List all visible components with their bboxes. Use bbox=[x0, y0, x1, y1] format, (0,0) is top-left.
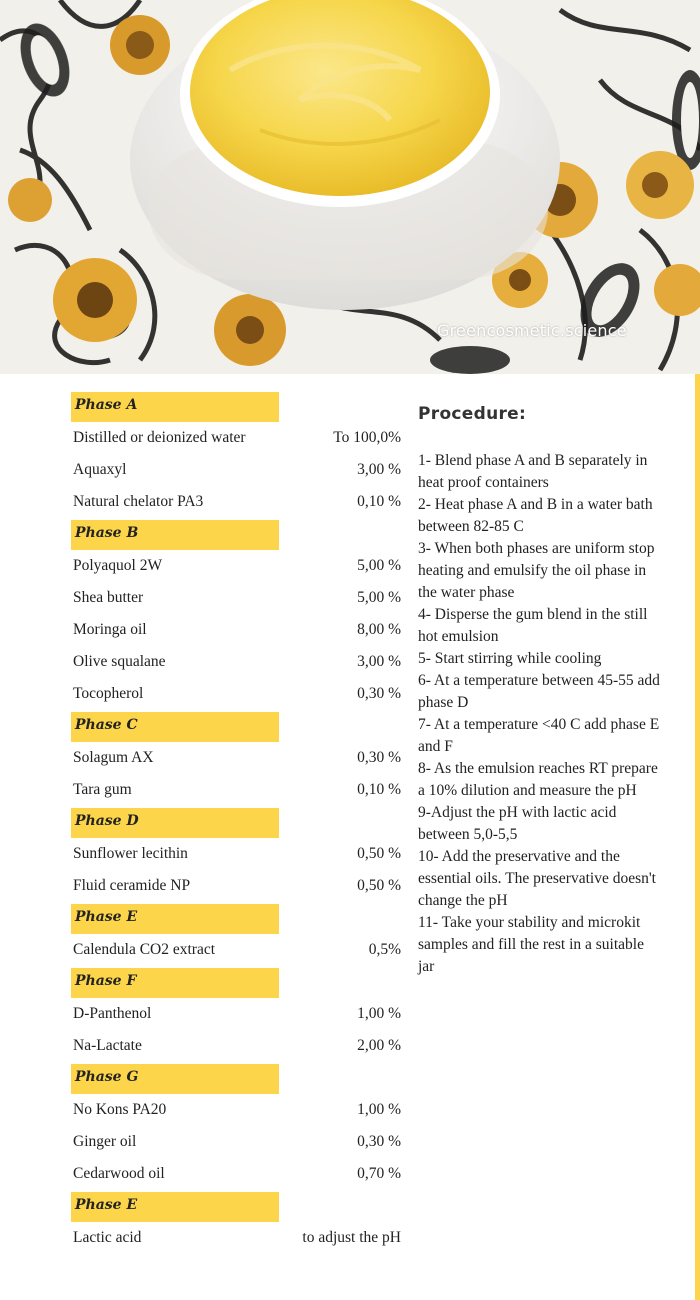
ingredient-amount: 0,70 % bbox=[357, 1165, 401, 1182]
ingredient-name: Moringa oil bbox=[73, 621, 147, 638]
ingredient-name: Tara gum bbox=[73, 781, 132, 798]
ingredient-amount: 0,30 % bbox=[357, 1133, 401, 1150]
ingredient-name: Polyaquol 2W bbox=[73, 557, 163, 574]
ingredient-row bbox=[71, 1128, 401, 1160]
ingredient-row bbox=[71, 584, 401, 616]
accent-edge bbox=[695, 374, 700, 1300]
procedure-section bbox=[418, 404, 663, 978]
ingredient-row bbox=[71, 776, 401, 808]
phase-label: Phase E bbox=[75, 909, 138, 925]
ingredient-name: Calendula CO2 extract bbox=[73, 941, 216, 958]
ingredient-row bbox=[71, 680, 401, 712]
phase-label: Phase D bbox=[75, 813, 139, 829]
ingredient-amount: 0,10 % bbox=[357, 781, 401, 798]
cream-jar-illustration bbox=[0, 0, 700, 374]
phase-label: Phase C bbox=[75, 717, 138, 733]
procedure-step: 10- Add the preservative and the essential oils. The preservative doesn't change the pH bbox=[418, 848, 656, 909]
ingredient-amount: 0,5% bbox=[368, 941, 401, 958]
phase-header bbox=[71, 520, 401, 552]
ingredient-row bbox=[71, 1032, 401, 1064]
product-photo bbox=[0, 0, 700, 374]
ingredient-row bbox=[71, 1160, 401, 1192]
ingredient-row bbox=[71, 424, 401, 456]
ingredient-name: Distilled or deionized water bbox=[73, 429, 246, 446]
ingredient-amount: 0,50 % bbox=[357, 845, 401, 862]
phase-label: Phase F bbox=[75, 973, 137, 989]
ingredient-row bbox=[71, 552, 401, 584]
ingredient-amount: To 100,0% bbox=[333, 429, 401, 446]
ingredient-name: Natural chelator PA3 bbox=[73, 493, 204, 510]
ingredient-amount: 1,00 % bbox=[357, 1101, 401, 1118]
ingredient-amount: 2,00 % bbox=[357, 1037, 401, 1054]
procedure-steps bbox=[418, 450, 663, 978]
procedure-step: 6- At a temperature between 45-55 add phase D bbox=[418, 672, 660, 711]
ingredient-name: Shea butter bbox=[73, 589, 144, 606]
procedure-step: 4- Disperse the gum blend in the still hot emulsion bbox=[418, 606, 648, 645]
ingredient-name: Na-Lactate bbox=[73, 1037, 142, 1054]
ingredient-row bbox=[71, 744, 401, 776]
procedure-step: 3- When both phases are uniform stop heating and emulsify the oil phase in the water phase bbox=[418, 540, 655, 601]
ingredient-amount: 0,30 % bbox=[357, 685, 401, 702]
ingredient-amount: 5,00 % bbox=[357, 589, 401, 606]
procedure-step: 9-Adjust the pH with lactic acid between 5,0-5,5 bbox=[418, 804, 617, 843]
ingredient-name: Solagum AX bbox=[73, 749, 154, 766]
ingredient-name: Sunflower lecithin bbox=[73, 845, 188, 862]
phase-header bbox=[71, 1064, 401, 1096]
ingredient-row bbox=[71, 488, 401, 520]
ingredient-amount: 0,30 % bbox=[357, 749, 401, 766]
ingredient-name: No Kons PA20 bbox=[73, 1101, 167, 1118]
ingredient-row bbox=[71, 1224, 401, 1256]
ingredient-name: Fluid ceramide NP bbox=[73, 877, 191, 894]
ingredient-amount: 8,00 % bbox=[357, 621, 401, 638]
phase-label: Phase E bbox=[75, 1197, 138, 1213]
ingredient-name: Olive squalane bbox=[73, 653, 166, 670]
phase-label: Phase B bbox=[75, 525, 139, 541]
phase-header bbox=[71, 1192, 401, 1224]
ingredient-name: D-Panthenol bbox=[73, 1005, 152, 1022]
ingredient-amount: to adjust the pH bbox=[302, 1229, 401, 1246]
ingredient-name: Cedarwood oil bbox=[73, 1165, 165, 1182]
ingredient-amount: 0,50 % bbox=[357, 877, 401, 894]
phase-header bbox=[71, 904, 401, 936]
ingredient-amount: 0,10 % bbox=[357, 493, 401, 510]
ingredient-row bbox=[71, 936, 401, 968]
procedure-step: 11- Take your stability and microkit samples and fill the rest in a suitable jar bbox=[418, 914, 644, 975]
ingredient-name: Ginger oil bbox=[73, 1133, 137, 1150]
ingredient-amount: 5,00 % bbox=[357, 557, 401, 574]
procedure-step: 8- As the emulsion reaches RT prepare a 10% dilution and measure the pH bbox=[418, 760, 658, 799]
site-watermark: Greencosmetic.science bbox=[437, 321, 627, 340]
ingredient-row bbox=[71, 1000, 401, 1032]
ingredient-row bbox=[71, 616, 401, 648]
phase-header bbox=[71, 392, 401, 424]
procedure-step: 2- Heat phase A and B in a water bath between 82-85 C bbox=[418, 496, 653, 535]
procedure-title: Procedure: bbox=[418, 404, 527, 424]
procedure-step: 5- Start stirring while cooling bbox=[418, 650, 602, 667]
ingredient-list bbox=[71, 392, 401, 1256]
phase-header bbox=[71, 968, 401, 1000]
ingredient-amount: 3,00 % bbox=[357, 653, 401, 670]
ingredient-row bbox=[71, 648, 401, 680]
ingredient-row bbox=[71, 1096, 401, 1128]
procedure-step: 1- Blend phase A and B separately in heat proof containers bbox=[418, 452, 648, 491]
ingredient-row bbox=[71, 872, 401, 904]
ingredient-row bbox=[71, 840, 401, 872]
phase-header bbox=[71, 808, 401, 840]
ingredient-amount: 1,00 % bbox=[357, 1005, 401, 1022]
ingredient-name: Tocopherol bbox=[73, 685, 144, 702]
ingredient-amount: 3,00 % bbox=[357, 461, 401, 478]
ingredient-name: Aquaxyl bbox=[73, 461, 127, 478]
phase-label: Phase A bbox=[75, 397, 138, 413]
ingredient-row bbox=[71, 456, 401, 488]
procedure-step: 7- At a temperature <40 C add phase E and F bbox=[418, 716, 660, 755]
ingredient-name: Lactic acid bbox=[73, 1229, 142, 1246]
phase-label: Phase G bbox=[75, 1069, 139, 1085]
phase-header bbox=[71, 712, 401, 744]
